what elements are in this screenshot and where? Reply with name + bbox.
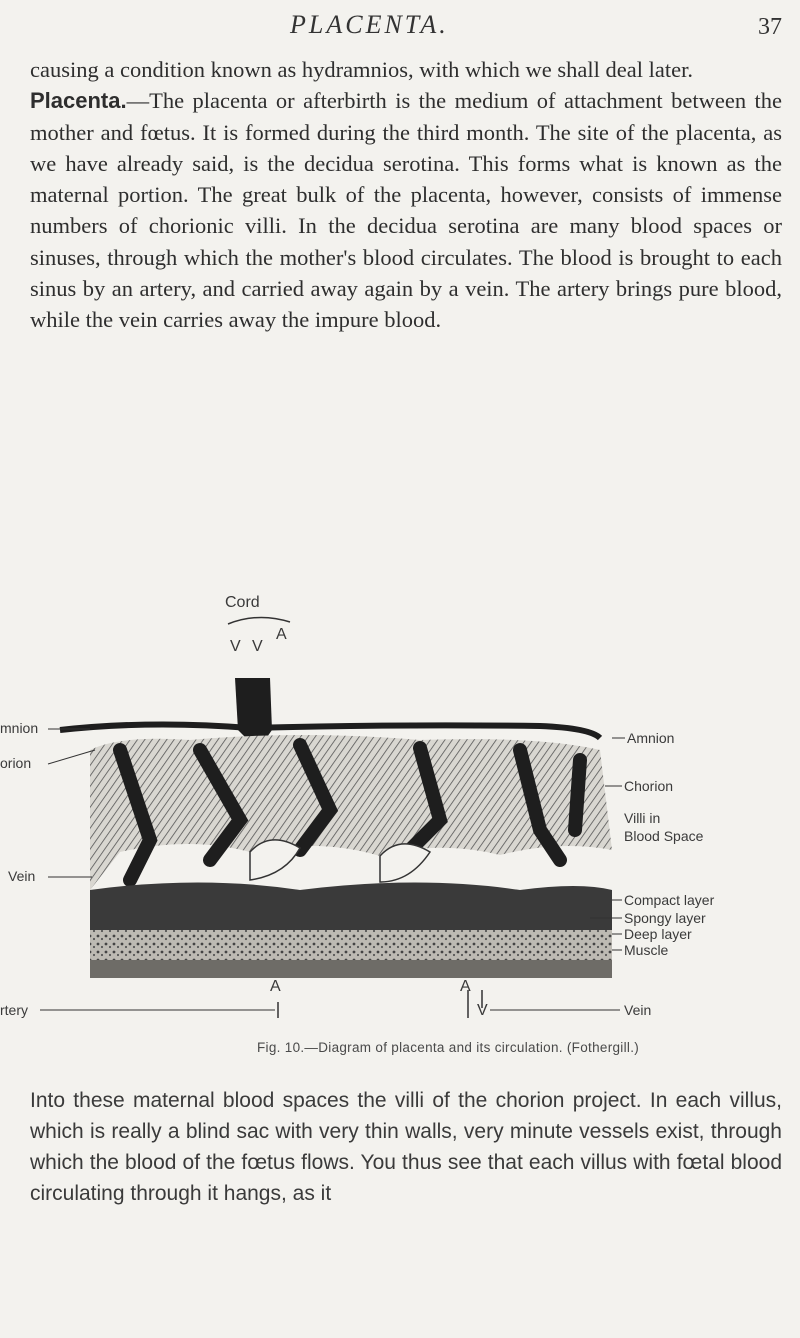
label-amnion-left: mnion <box>0 720 39 736</box>
mark-a-top: A <box>276 626 287 643</box>
leader-chorion-left <box>48 750 95 764</box>
label-villi: Villi in <box>624 810 661 826</box>
label-cord: Cord <box>225 594 260 611</box>
cord-brace <box>228 617 290 624</box>
placenta-illustration <box>0 590 800 1050</box>
spongy-layer <box>90 930 612 960</box>
compact-layer <box>90 883 612 931</box>
label-chorion-left: orion <box>0 755 32 771</box>
label-vein-right: Vein <box>624 1002 652 1018</box>
label-spongy-layer: Spongy layer <box>624 910 706 926</box>
mark-v-bottom: V <box>477 1002 488 1019</box>
page-number: 37 <box>758 14 782 40</box>
body-text <box>30 54 782 336</box>
mark-v1: V <box>230 638 241 655</box>
placenta-text: —The placenta or afterbirth is the medium of attachment between the mother and fœtus. It is formed during the third month. The site of the placenta, as we have already said, is the decidua serotina. This forms what is known as the maternal portion. The great bulk of the placenta, however, consists of immense numbers of chorionic villi. In the decidua serotina are many blood spaces or sinuses, through which the mother's blood circulates. The blood is brought to each sinus by an artery, and carried away again by a vein. The artery brings pure blood, while the vein carries away the impure blood. <box>30 88 782 333</box>
mark-v2: V <box>252 638 263 655</box>
page-header <box>0 8 800 48</box>
paragraph-hydramnios: causing a condition known as hydramnios, with which we shall deal later. <box>30 57 693 82</box>
label-deep-layer: Deep layer <box>624 926 692 942</box>
paragraph-placenta <box>30 85 782 335</box>
deep-layer <box>90 960 612 978</box>
placenta-diagram <box>0 590 800 1060</box>
label-blood-space: Blood Space <box>624 828 704 844</box>
body-text-continued <box>30 1085 782 1209</box>
section-heading: Placenta. <box>30 88 127 114</box>
label-muscle: Muscle <box>624 942 669 958</box>
paragraph-villi: Into these maternal blood spaces the villi of the chorion project. In each villus, which is really a blind sac with very thin walls, very minute vessels exist, through which the blood of the fœtus flows. You thus see that each villus with fœtal blood circulating through it hangs, as it <box>30 1089 782 1205</box>
mark-a-bottom-1: A <box>270 978 281 995</box>
figure-caption: Fig. 10.—Diagram of placenta and its circulation. (Fothergill.) <box>257 1040 640 1055</box>
label-vein-left: Vein <box>8 868 36 884</box>
label-amnion-right: Amnion <box>627 730 675 746</box>
running-head: PLACENTA. <box>290 10 449 39</box>
label-compact-layer: Compact layer <box>624 892 715 908</box>
label-chorion-right: Chorion <box>624 778 674 794</box>
mark-a-bottom-2: A <box>460 978 471 995</box>
label-artery-left: rtery <box>0 1002 28 1018</box>
